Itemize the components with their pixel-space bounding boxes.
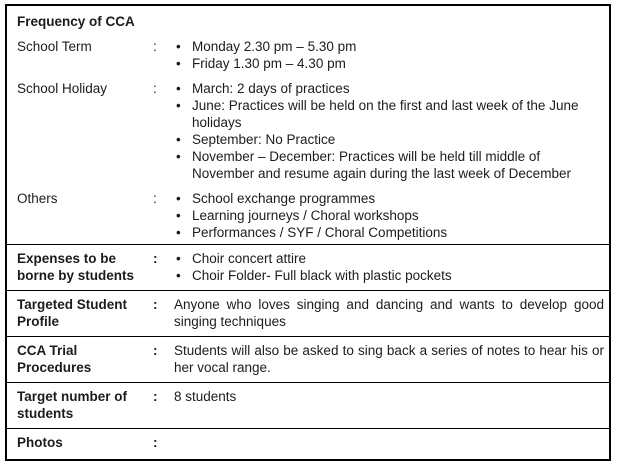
- colon-separator: :: [153, 39, 157, 54]
- colon-separator: :: [153, 343, 158, 358]
- bullet-item: • Choir concert attire: [174, 250, 606, 267]
- bullet-list: [174, 250, 606, 284]
- bullet-item: • Choir Folder- Full black with plastic pockets: [174, 267, 606, 284]
- bullet-item: • School exchange programmes: [174, 190, 606, 207]
- bullet-list: [174, 190, 606, 241]
- colon-separator: :: [153, 191, 157, 206]
- row-label: Photos: [17, 435, 63, 450]
- bullet-item: • November – December: Practices will be held till middle of November and resume again during the last week of December: [174, 148, 606, 182]
- row-label: Target number of students: [17, 389, 128, 421]
- bullet-item: • March: 2 days of practices: [174, 80, 606, 97]
- row-label: CCA Trial Procedures: [17, 343, 92, 375]
- row-school-holiday: [17, 80, 606, 182]
- row-content: Anyone who loves singing and dancing and wants to develop good singing techniques: [174, 297, 604, 329]
- cca-info-table: [5, 4, 611, 461]
- row-expenses: [7, 244, 609, 290]
- colon-separator: :: [153, 81, 157, 96]
- bullet-item: • September: No Practice: [174, 131, 606, 148]
- colon-separator: :: [153, 389, 158, 404]
- colon-separator: :: [153, 297, 158, 312]
- section-title: Frequency of CCA: [17, 14, 135, 29]
- bullet-list: [174, 80, 606, 182]
- row-label: Others: [17, 191, 58, 206]
- row-label: School Term: [17, 39, 92, 54]
- row-cca-trial-procedures: [7, 336, 609, 382]
- bullet-item: • Performances / SYF / Choral Competitions: [174, 224, 606, 241]
- bullet-list: [174, 38, 606, 72]
- row-content: 8 students: [174, 389, 237, 404]
- bullet-item: • Monday 2.30 pm – 5.30 pm: [174, 38, 606, 55]
- colon-separator: :: [153, 251, 158, 266]
- row-label: Targeted Student Profile: [17, 297, 128, 329]
- frequency-of-cca-section: [7, 6, 609, 244]
- row-targeted-student-profile: [7, 290, 609, 336]
- row-school-term: [17, 38, 606, 72]
- colon-separator: :: [153, 435, 158, 450]
- bullet-item: • Friday 1.30 pm – 4.30 pm: [174, 55, 606, 72]
- row-target-number-of-students: [7, 382, 609, 428]
- row-content: Students will also be asked to sing back a series of notes to hear his or her vocal range.: [174, 343, 604, 375]
- bullet-item: • June: Practices will be held on the first and last week of the June holidays: [174, 97, 606, 131]
- bullet-item: • Learning journeys / Choral workshops: [174, 207, 606, 224]
- row-label: Expenses to be borne by students: [17, 251, 135, 283]
- row-label: School Holiday: [17, 81, 108, 96]
- row-photos: [7, 428, 609, 459]
- row-others: [17, 190, 606, 241]
